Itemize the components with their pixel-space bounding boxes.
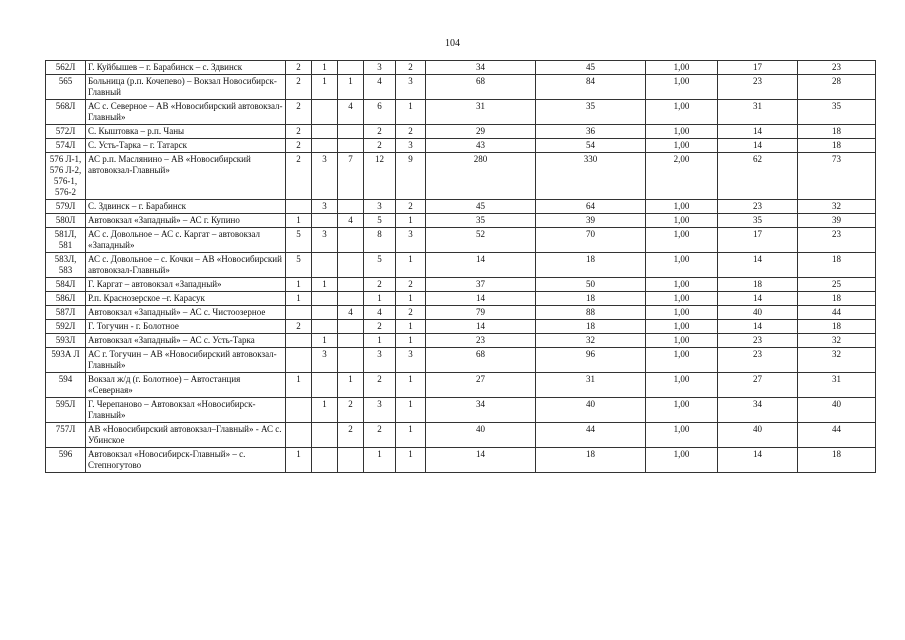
value-cell: 43 [426,139,536,153]
value-cell: 1 [312,334,338,348]
value-cell: 35 [798,100,876,125]
route-name-cell: С. Здвинск – г. Барабинск [86,200,286,214]
value-cell [286,334,312,348]
value-cell [338,320,364,334]
value-cell: 68 [426,75,536,100]
value-cell [286,200,312,214]
value-cell: 3 [396,348,426,373]
value-cell: 52 [426,228,536,253]
route-number-cell: 586Л [46,292,86,306]
value-cell: 18 [798,125,876,139]
value-cell: 1 [286,373,312,398]
value-cell: 1,00 [646,292,718,306]
value-cell: 31 [718,100,798,125]
value-cell: 1 [396,320,426,334]
route-number-cell: 757Л [46,423,86,448]
value-cell [312,214,338,228]
value-cell: 1 [312,398,338,423]
value-cell: 1 [396,373,426,398]
value-cell: 4 [338,306,364,320]
route-number-cell: 592Л [46,320,86,334]
value-cell: 330 [536,153,646,200]
value-cell: 1 [286,214,312,228]
value-cell: 2 [364,278,396,292]
value-cell [286,348,312,373]
value-cell: 23 [798,61,876,75]
value-cell: 25 [798,278,876,292]
table-row [46,100,876,125]
value-cell: 12 [364,153,396,200]
value-cell: 2 [338,398,364,423]
value-cell [338,278,364,292]
value-cell: 4 [338,100,364,125]
table-row [46,61,876,75]
table-row [46,214,876,228]
route-name-cell: АС с. Довольное – с. Кочки – АВ «Новосибирский автовокзал-Главный» [86,253,286,278]
value-cell: 37 [426,278,536,292]
route-name-cell: АС г. Тогучин – АВ «Новосибирский автовокзал-Главный» [86,348,286,373]
value-cell: 6 [364,100,396,125]
value-cell [338,348,364,373]
value-cell [338,228,364,253]
value-cell: 3 [396,139,426,153]
table-row [46,320,876,334]
table-row [46,200,876,214]
value-cell: 96 [536,348,646,373]
route-name-cell: АС с. Довольное – АС с. Каргат – автовокзал «Западный» [86,228,286,253]
value-cell: 3 [312,200,338,214]
value-cell: 7 [338,153,364,200]
value-cell: 14 [718,320,798,334]
value-cell: 14 [426,253,536,278]
route-name-cell: С. Усть-Тарка – г. Татарск [86,139,286,153]
value-cell: 2 [286,125,312,139]
value-cell: 23 [426,334,536,348]
routes-table [45,60,876,473]
value-cell: 2 [364,320,396,334]
value-cell: 1,00 [646,253,718,278]
table-row [46,448,876,473]
value-cell: 3 [312,153,338,200]
value-cell: 5 [286,253,312,278]
value-cell: 68 [426,348,536,373]
value-cell: 27 [426,373,536,398]
value-cell: 1 [396,398,426,423]
value-cell: 3 [364,348,396,373]
value-cell: 32 [536,334,646,348]
value-cell: 3 [312,228,338,253]
value-cell [312,125,338,139]
value-cell: 14 [426,320,536,334]
value-cell: 2 [396,306,426,320]
value-cell: 35 [426,214,536,228]
value-cell [286,306,312,320]
value-cell [312,373,338,398]
value-cell [312,306,338,320]
value-cell: 1,00 [646,75,718,100]
table-row [46,253,876,278]
value-cell: 14 [426,292,536,306]
value-cell: 2 [396,278,426,292]
value-cell: 23 [718,348,798,373]
route-name-cell: Автовокзал «Западный» – АС г. Купино [86,214,286,228]
value-cell: 1 [286,448,312,473]
value-cell: 2 [364,373,396,398]
route-name-cell: Автовокзал «Новосибирск-Главный» – с. Степногутово [86,448,286,473]
value-cell: 32 [798,348,876,373]
value-cell: 14 [718,125,798,139]
value-cell: 1,00 [646,373,718,398]
route-number-cell: 587Л [46,306,86,320]
value-cell: 4 [338,214,364,228]
value-cell [312,320,338,334]
table-row [46,75,876,100]
value-cell: 18 [798,320,876,334]
route-name-cell: Г. Куйбышев – г. Барабинск – с. Здвинск [86,61,286,75]
value-cell [286,423,312,448]
value-cell [338,448,364,473]
value-cell: 280 [426,153,536,200]
value-cell: 3 [396,75,426,100]
value-cell: 1 [312,75,338,100]
value-cell: 44 [798,423,876,448]
value-cell: 39 [798,214,876,228]
value-cell: 79 [426,306,536,320]
route-name-cell: Г. Черепаново – Автовокзал «Новосибирск-Главный» [86,398,286,423]
value-cell: 14 [718,253,798,278]
value-cell: 44 [536,423,646,448]
value-cell: 2 [396,200,426,214]
route-name-cell: Р.п. Краснозерское –г. Карасук [86,292,286,306]
table-row [46,306,876,320]
value-cell: 9 [396,153,426,200]
value-cell: 5 [364,214,396,228]
value-cell: 2 [364,423,396,448]
value-cell: 1 [338,75,364,100]
value-cell: 17 [718,228,798,253]
value-cell [338,125,364,139]
value-cell [338,61,364,75]
value-cell: 23 [718,200,798,214]
table-row [46,348,876,373]
value-cell [286,398,312,423]
value-cell [312,139,338,153]
route-name-cell: Больница (р.п. Кочепево) – Вокзал Новосибирск-Главный [86,75,286,100]
table-row [46,139,876,153]
value-cell: 40 [718,423,798,448]
value-cell: 40 [536,398,646,423]
value-cell: 1,00 [646,423,718,448]
value-cell: 50 [536,278,646,292]
route-number-cell: 574Л [46,139,86,153]
value-cell: 31 [798,373,876,398]
value-cell: 14 [718,139,798,153]
value-cell [338,139,364,153]
route-name-cell: АС с. Северное – АВ «Новосибирский автовокзал-Главный» [86,100,286,125]
value-cell: 8 [364,228,396,253]
value-cell: 1 [338,373,364,398]
value-cell [312,100,338,125]
value-cell: 1 [396,292,426,306]
value-cell: 1 [396,100,426,125]
value-cell: 64 [536,200,646,214]
value-cell: 70 [536,228,646,253]
value-cell: 1,00 [646,214,718,228]
route-number-cell: 568Л [46,100,86,125]
value-cell: 3 [364,398,396,423]
route-name-cell: Г. Тогучин - г. Болотное [86,320,286,334]
value-cell: 2 [286,100,312,125]
value-cell: 54 [536,139,646,153]
table-row [46,373,876,398]
value-cell: 29 [426,125,536,139]
table-row [46,228,876,253]
value-cell [338,292,364,306]
value-cell: 35 [536,100,646,125]
value-cell: 84 [536,75,646,100]
value-cell: 32 [798,334,876,348]
route-number-cell: 565 [46,75,86,100]
value-cell: 34 [426,61,536,75]
value-cell: 18 [536,253,646,278]
value-cell [312,448,338,473]
value-cell: 18 [536,448,646,473]
table-row [46,125,876,139]
value-cell: 2 [338,423,364,448]
value-cell: 5 [364,253,396,278]
route-name-cell: С. Кыштовка – р.п. Чаны [86,125,286,139]
route-name-cell: Автовокзал «Западный» – АС с. Чистоозерное [86,306,286,320]
value-cell: 2 [364,125,396,139]
value-cell: 18 [798,139,876,153]
value-cell: 1,00 [646,306,718,320]
value-cell: 34 [718,398,798,423]
value-cell: 1,00 [646,348,718,373]
value-cell: 2 [364,139,396,153]
page-number: 104 [445,38,460,49]
route-number-cell: 579Л [46,200,86,214]
value-cell: 1 [396,334,426,348]
value-cell: 23 [718,75,798,100]
value-cell: 62 [718,153,798,200]
value-cell: 1 [396,253,426,278]
value-cell: 18 [798,292,876,306]
value-cell: 3 [364,61,396,75]
value-cell [312,253,338,278]
value-cell: 1,00 [646,125,718,139]
value-cell: 1 [286,292,312,306]
route-number-cell: 595Л [46,398,86,423]
table-row [46,292,876,306]
table-row [46,334,876,348]
value-cell: 1 [396,214,426,228]
value-cell: 5 [286,228,312,253]
value-cell: 2 [286,153,312,200]
table-row [46,278,876,292]
value-cell: 1,00 [646,278,718,292]
route-number-cell: 576 Л-1, 576 Л-2, 576-1, 576-2 [46,153,86,200]
value-cell: 3 [396,228,426,253]
value-cell: 1 [364,292,396,306]
value-cell: 2,00 [646,153,718,200]
value-cell: 18 [536,292,646,306]
value-cell [312,292,338,306]
value-cell: 17 [718,61,798,75]
value-cell: 44 [798,306,876,320]
value-cell: 1 [396,423,426,448]
value-cell: 36 [536,125,646,139]
value-cell: 18 [536,320,646,334]
route-number-cell: 596 [46,448,86,473]
value-cell: 73 [798,153,876,200]
route-name-cell: АВ «Новосибирский автовокзал–Главный» - АС с. Убинское [86,423,286,448]
value-cell: 39 [536,214,646,228]
value-cell: 23 [718,334,798,348]
value-cell: 4 [364,306,396,320]
value-cell: 18 [798,448,876,473]
value-cell: 23 [798,228,876,253]
value-cell: 40 [426,423,536,448]
value-cell: 40 [718,306,798,320]
route-number-cell: 562Л [46,61,86,75]
value-cell: 1 [364,334,396,348]
route-number-cell: 581Л, 581 [46,228,86,253]
value-cell: 40 [798,398,876,423]
value-cell: 1 [364,448,396,473]
value-cell: 45 [426,200,536,214]
value-cell: 1,00 [646,228,718,253]
value-cell: 31 [536,373,646,398]
value-cell: 1,00 [646,200,718,214]
value-cell: 35 [718,214,798,228]
value-cell: 1,00 [646,448,718,473]
routes-table-body [46,61,876,473]
value-cell [338,253,364,278]
value-cell: 2 [396,125,426,139]
value-cell: 32 [798,200,876,214]
value-cell: 14 [718,448,798,473]
value-cell: 1 [396,448,426,473]
value-cell: 14 [426,448,536,473]
value-cell: 1,00 [646,100,718,125]
value-cell: 28 [798,75,876,100]
value-cell: 45 [536,61,646,75]
route-number-cell: 593Л [46,334,86,348]
value-cell: 1 [286,278,312,292]
route-number-cell: 584Л [46,278,86,292]
table-row [46,153,876,200]
route-number-cell: 593А Л [46,348,86,373]
route-name-cell: Автовокзал «Западный» – АС с. Усть-Тарка [86,334,286,348]
route-name-cell: Г. Каргат – автовокзал «Западный» [86,278,286,292]
value-cell [338,334,364,348]
value-cell [312,423,338,448]
value-cell: 1,00 [646,139,718,153]
route-name-cell: Вокзал ж/д (г. Болотное) – Автостанция «Северная» [86,373,286,398]
value-cell: 3 [364,200,396,214]
table-row [46,423,876,448]
value-cell: 31 [426,100,536,125]
value-cell: 2 [286,75,312,100]
value-cell: 27 [718,373,798,398]
value-cell: 2 [286,320,312,334]
value-cell: 1,00 [646,320,718,334]
route-number-cell: 583Л, 583 [46,253,86,278]
value-cell: 3 [312,348,338,373]
route-number-cell: 594 [46,373,86,398]
value-cell: 4 [364,75,396,100]
value-cell: 88 [536,306,646,320]
value-cell: 2 [286,61,312,75]
value-cell: 2 [396,61,426,75]
route-name-cell: АС р.п. Маслянино – АВ «Новосибирский автовокзал-Главный» [86,153,286,200]
value-cell: 1,00 [646,398,718,423]
route-number-cell: 580Л [46,214,86,228]
value-cell: 14 [718,292,798,306]
value-cell: 1,00 [646,61,718,75]
value-cell [338,200,364,214]
value-cell: 1 [312,278,338,292]
value-cell: 18 [798,253,876,278]
value-cell: 34 [426,398,536,423]
route-number-cell: 572Л [46,125,86,139]
table-row [46,398,876,423]
value-cell: 2 [286,139,312,153]
value-cell: 18 [718,278,798,292]
value-cell: 1 [312,61,338,75]
value-cell: 1,00 [646,334,718,348]
